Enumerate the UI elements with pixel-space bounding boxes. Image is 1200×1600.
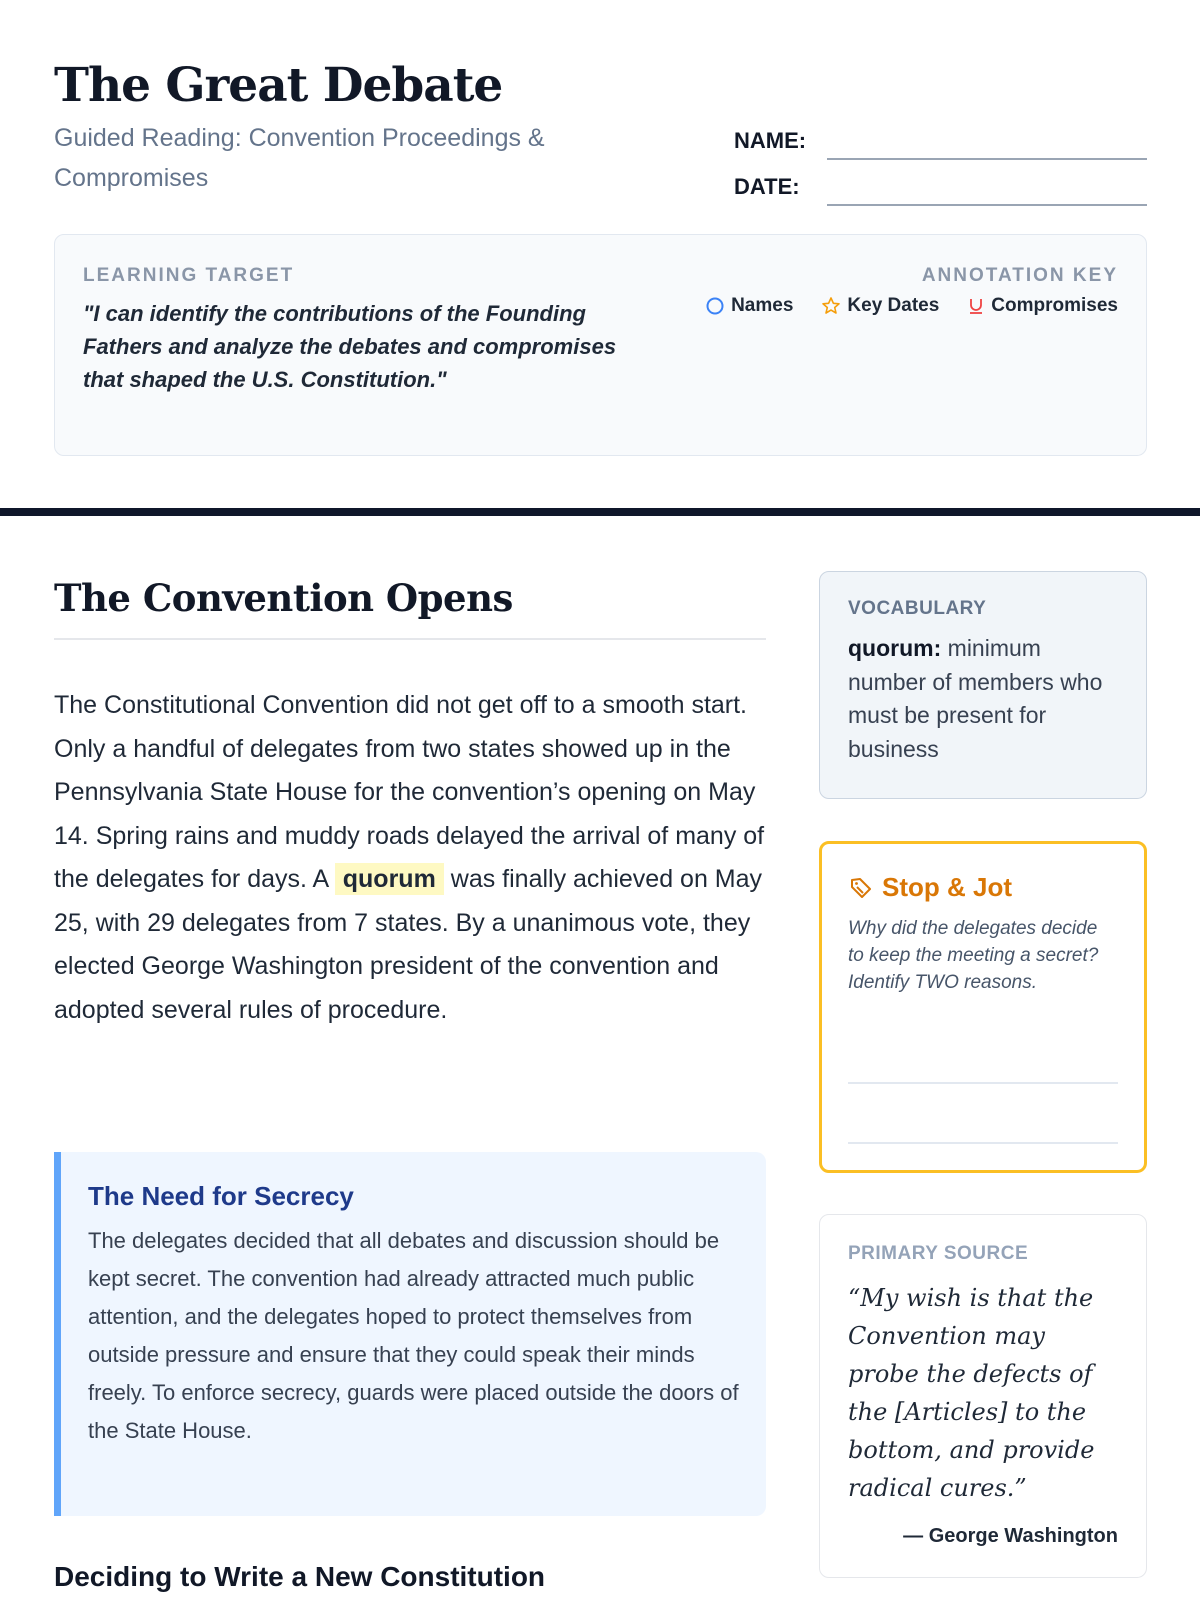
vocabulary-label: VOCABULARY: [848, 598, 987, 619]
main-reading: [54, 570, 766, 1032]
vocabulary-box: [819, 571, 1147, 799]
section-divider: [0, 508, 1200, 516]
primary-source-quote: “My wish is that the Convention may probe the defects of the [Articles] to the bottom, and provide radical cures.”: [848, 1284, 1095, 1502]
answer-line-1[interactable]: [848, 1082, 1118, 1084]
star-icon: [821, 296, 841, 316]
section-heading: The Convention Opens: [54, 576, 513, 620]
annotation-key-list: [705, 295, 1118, 317]
annotation-key-label-compromises: Compromises: [991, 295, 1118, 316]
annotation-key-dates: [821, 295, 939, 317]
heading-rule: [54, 638, 766, 640]
next-section-heading: Deciding to Write a New Constitution: [54, 1561, 546, 1592]
circle-icon: [705, 296, 725, 316]
stop-jot-header: [848, 872, 1118, 903]
vocabulary-definition: minimum number of members who must be present for business: [848, 635, 1103, 762]
underline-icon: [967, 296, 985, 316]
page-subtitle: Guided Reading: Convention Proceedings & Compromises: [54, 124, 545, 192]
annotation-key-label-names: Names: [731, 295, 794, 316]
learning-target-label: LEARNING TARGET: [83, 265, 295, 286]
annotation-key-compromises: [967, 295, 1118, 317]
vocabulary-term: quorum:: [848, 635, 942, 661]
primary-source-label: PRIMARY SOURCE: [848, 1243, 1029, 1264]
stop-jot-title: Stop & Jot: [882, 872, 1012, 902]
date-row: [734, 160, 1147, 206]
answer-line-2[interactable]: [848, 1142, 1118, 1144]
name-row: [734, 114, 1147, 160]
primary-source-box: [819, 1214, 1147, 1578]
pencil-icon: [848, 875, 874, 901]
stop-and-jot-box: [819, 841, 1147, 1173]
annotation-key-label: ANNOTATION KEY: [921, 265, 1118, 286]
secrecy-callout: [54, 1152, 766, 1516]
vocab-highlight: quorum: [335, 863, 444, 895]
stop-jot-prompt: Why did the delegates decide to keep the meeting a secret? Identify TWO reasons.: [848, 918, 1099, 993]
annotation-key-names: [705, 295, 793, 317]
paragraph-text-2: was finally achieved on May 25, with 29 delegates from 7 states. By a unanimous vote, they elected George Washington president of the convention and adopted several rules of procedure.: [54, 865, 763, 1024]
date-label: DATE:: [734, 174, 800, 199]
name-field[interactable]: [827, 128, 1147, 160]
vocabulary-entry: [848, 632, 1118, 766]
paragraph-text-1: The Constitutional Convention did not get off to a smooth start. Only a handful of delegates from two states showed up in the Pennsylvania State House for the convention’s opening on May 14. Spring rains and muddy roads delayed the arrival of many of the delegates for days. A: [54, 691, 765, 893]
name-label: NAME:: [734, 128, 807, 153]
name-date-fields: [734, 114, 1147, 206]
reading-paragraph: [54, 684, 766, 1032]
date-field[interactable]: [827, 174, 1147, 206]
worksheet-header: [54, 54, 1147, 204]
primary-source-attribution: — George Washington: [903, 1525, 1118, 1547]
page-title: The Great Debate: [54, 58, 503, 113]
secrecy-body: The delegates decided that all debates and discussion should be kept secret. The convention had already attracted much public attention, and the delegates hoped to protect themselves from outside pressure and ensure that they could speak their minds freely. To enforce secrecy, guards were placed outside the doors of the State House.: [88, 1228, 739, 1443]
secrecy-title: The Need for Secrecy: [88, 1181, 354, 1211]
annotation-key-label-dates: Key Dates: [847, 295, 940, 316]
learning-target-box: [54, 234, 1147, 456]
learning-target-quote: "I can identify the contributions of the Founding Fathers and analyze the debates and compromises that shaped the U.S. Constitution.": [83, 301, 617, 392]
